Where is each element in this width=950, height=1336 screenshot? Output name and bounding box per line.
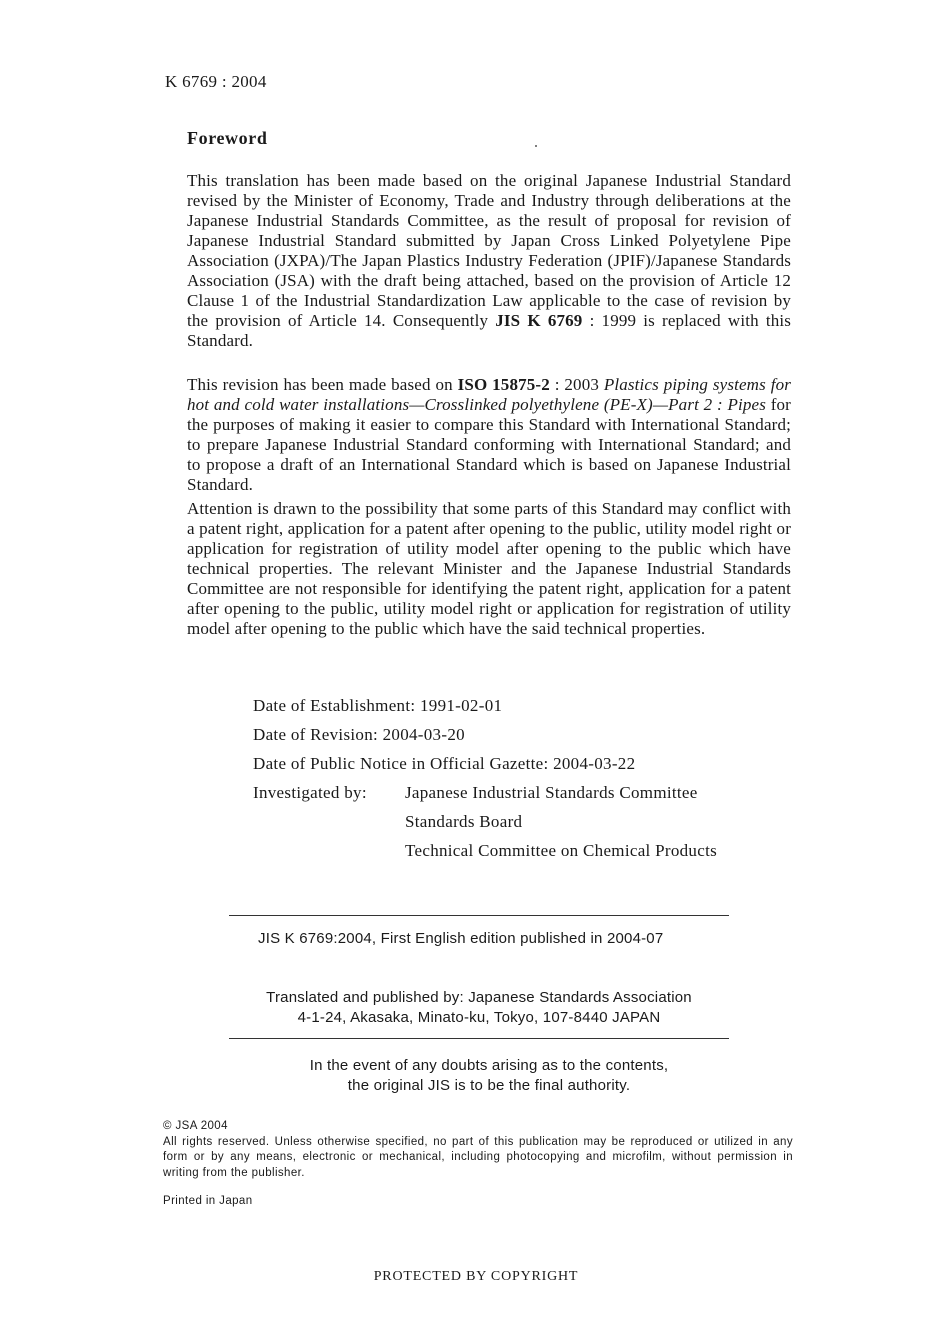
protected-footer: PROTECTED BY COPYRIGHT — [373, 1269, 579, 1284]
investigated-label: Investigated by: — [253, 783, 367, 802]
gazette-label: Date of Public Notice in Official Gazette: — [253, 754, 549, 773]
gazette-date-row — [253, 753, 635, 782]
revision-label: Date of Revision: — [253, 725, 379, 744]
divider-top — [229, 915, 729, 916]
revision-date-row — [253, 724, 635, 753]
edition-line: JIS K 6769:2004, First English edition published in 2004-07 — [258, 930, 664, 947]
gazette-value: 2004-03-22 — [553, 754, 636, 773]
foreword-paragraph-2 — [187, 375, 791, 495]
dates-block — [253, 695, 718, 860]
copyright-mark: © JSA 2004 — [163, 1120, 228, 1132]
foreword-p2-bold-ref: ISO 15875-2 — [457, 375, 550, 394]
document-id-header: K 6769 : 2004 — [165, 72, 267, 91]
foreword-p2-text-after: for the purposes of making it easier to compare this Standard with International Standard; to prepare Japanese Industrial Standard conforming with International Standard; and to propose a draft of an International Standard which is based on Japanese Industrial Standard. — [187, 395, 791, 494]
foreword-paragraph-3: Attention is drawn to the possibility that some parts of this Standard may conflict with a patent right, application for a patent after opening to the public, utility model right or application for registration of utility model after opening to the public which have technical properties. The relevant Minister and the Japanese Industrial Standards Committee are not responsible for identifying the patent right, application for a patent after opening to the public, utility model right or application for registration of utility model after opening to the public which have the said technical properties. — [187, 499, 791, 638]
investigated-body: Standards Board — [405, 812, 523, 831]
establishment-date-row — [253, 695, 635, 724]
authority-notice — [229, 1056, 749, 1096]
foreword-p1-text-after: : 1999 is replaced with this Standard. — [187, 311, 791, 350]
scan-speck — [535, 145, 537, 147]
copyright-block — [163, 1119, 793, 1181]
authority-notice-line-1: In the event of any doubts arising as to the contents, — [309, 1057, 669, 1074]
foreword-p1-text-before: This translation has been made based on the original Japanese Industrial Standard revised by the Minister of Economy, Trade and Industry through deliberations at the Japanese Industrial Standards Committee, as the result of proposal for revision of Japanese Industrial Standard submitted by Japan Cross Linked Polyetylene Pipe Association (JXPA)/The Japan Plastics Industry Federation (JPIF)/Japanese Standards Association (JSA) with the draft being attached, based on the provision of Article 12 Clause 1 of the Industrial Standardization Law applicable to the case of revision by the provision of Article 14. Consequently — [187, 171, 791, 330]
establishment-value: 1991-02-01 — [419, 696, 503, 715]
authority-notice-line-2: the original JIS is to be the final authority. — [347, 1077, 631, 1094]
foreword-p2-italic-title: Plastics piping systems for hot and cold water installations—Crosslinked polyethylene (PE-X)—Part 2 : Pipes — [187, 375, 791, 414]
printed-in: Printed in Japan — [163, 1195, 253, 1207]
investigated-bodies — [405, 782, 717, 869]
investigated-body: Technical Committee on Chemical Products — [405, 841, 718, 860]
publisher-block — [229, 988, 729, 1028]
foreword-heading: Foreword — [187, 128, 268, 148]
foreword-p1-bold-ref: JIS K 6769 — [495, 311, 583, 330]
divider-bottom — [229, 1038, 729, 1039]
foreword-paragraph-1 — [187, 171, 791, 351]
rights-statement: All rights reserved. Unless otherwise specified, no part of this publication may be reproduced or utilized in any form or by any means, electronic or mechanical, including photocopying and microfilm, without permission in writing from the publisher. — [163, 1135, 793, 1179]
investigated-body: Japanese Industrial Standards Committee — [405, 783, 698, 802]
foreword-p2-text-mid: : 2003 — [549, 375, 604, 394]
establishment-label: Date of Establishment: — [253, 696, 416, 715]
revision-value: 2004-03-20 — [382, 725, 465, 744]
publisher-address: 4-1-24, Akasaka, Minato-ku, Tokyo, 107-8440 JAPAN — [297, 1009, 661, 1026]
foreword-p2-text-before: This revision has been made based on — [187, 375, 458, 394]
publisher-line-1: Translated and published by: Japanese Standards Association — [266, 989, 692, 1006]
